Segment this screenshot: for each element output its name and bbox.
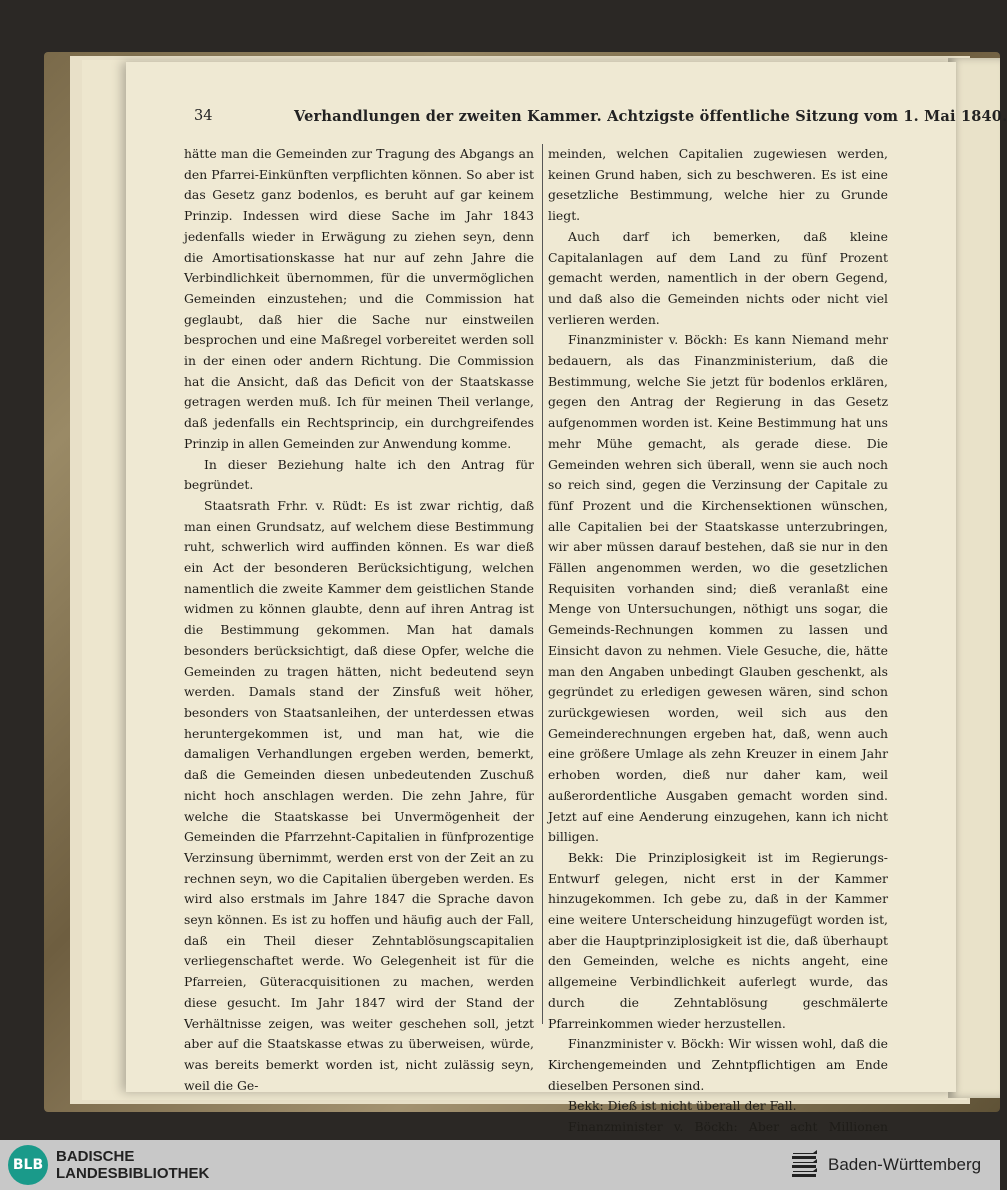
paragraph: hätte man die Gemeinden zur Tragung des Abgangs an den Pfarrei-Einkünften verpflichten können. So aber ist das Gesetz ganz bodenlos, es beruht auf gar keinem Prinzip. Indessen wird diese Sache im Jahr 1843 jedenfalls wieder in Erwägung zu ziehen seyn, denn die Amortisationskasse hat nur auf zehn Jahre die Verbindlichkeit übernommen, für die unvermöglichen Gemeinden einzustehen; und die Commission hat geglaubt, daß hier die Sache nur einstweilen besprochen und eine Maßregel vorbereitet werden soll in der einen oder andern Richtung. Die Commission hat die Ansicht, daß das Deficit von der Staatskasse getragen werden muß. Ich für meinen Theil verlange, daß jedenfalls ein Rechtsprincip, ein durchgreifendes Prinzip in allen Gemeinden zur Anwendung komme. [184, 146, 534, 451]
blb-logo-text: BLB [12, 1157, 44, 1173]
paragraph: Bekk: Dieß ist nicht überall der Fall. [568, 1098, 797, 1114]
library-name-line1: BADISCHE [56, 1148, 135, 1165]
paragraph: meinden, welchen Capitalien zugewiesen werden, keinen Grund haben, sich zu beschweren. Es ist eine gesetzliche Bestimmung, welche hier zu Grunde liegt. [548, 146, 888, 224]
blb-logo-icon[interactable] [8, 1145, 48, 1185]
paragraph: Finanzminister v. Böckh: Wir wissen wohl, daß die Kirchengemeinden und Zehntpflichtigen am Ende dieselben Personen sind. [548, 1036, 888, 1093]
library-name[interactable] [56, 1148, 209, 1182]
paragraph: Finanzminister v. Böckh: Aber acht Millionen [568, 1119, 888, 1135]
paragraph: Staatsrath Frhr. v. Rüdt: Es ist zwar richtig, daß man einen Grundsatz, auf welchem diese Bestimmung ruht, schwerlich wird auffinden können. Es war dieß ein Act der besonderen Berücksichtigung, welchen namentlich die zweite Kammer dem geistlichen Stande widmen zu können glaubte, denn auf ihren Antrag ist die Bestimmung gekommen. Man hat damals besonders berücksichtigt, daß diese Opfer, welche die Gemeinden zu tragen hätten, nicht bedeutend seyn werden. Damals stand der Zinsfuß weit höher, besonders von Staatsanleihen, der unterdessen etwas heruntergekommen ist, und man hat, wie die damaligen Verhandlungen ergeben werden, bemerkt, daß die Gemeinden diesen unbedeutenden Zuschuß nicht hoch anschlagen werden. Die zehn Jahre, für welche die Staatskasse bei Unvermögenheit der Gemeinden die Pfarrzehnt-Capitalien in fünfprozentige Verzinsung übernimmt, werden erst von der Zeit an zu rechnen seyn, wo die Capitalien übergeben werden. Es wird also erstmals im Jahre 1847 die Sprache davon seyn können. Es ist zu hoffen und häufig auch der Fall, daß ein Theil dieser Zehntablösungscapitalien verliegenschaftet werde. Wo Gelegenheit ist für die Pfarreien, Güteracquisitionen zu machen, werden diese gesucht. Im Jahr 1847 wird der Stand der Verhältnisse zeigen, was weiter geschehen soll, jetzt aber auf die Staatskasse etwas zu überweisen, würde, was bereits bemerkt worden ist, nicht zulässig seyn, weil die Ge- [184, 497, 534, 1093]
paragraph: In dieser Beziehung halte ich den Antrag für begründet. [184, 456, 534, 493]
right-column [548, 144, 888, 1179]
paragraph: Bekk: Die Prinziplosigkeit ist im Regierungs-Entwurf gelegen, nicht erst in der Kammer hinzugekommen. Ich gebe zu, daß in der Kammer eine weitere Unterscheidung hinzugefügt worden ist, aber die Hauptprinziplosigkeit ist die, daß überhaupt den Gemeinden, welche es nichts angeht, eine allgemeine Verbindlichkeit auferlegt wurde, das durch die Zehntablösung geschmälerte Pfarreinkommen wieder herzustellen. [548, 849, 888, 1031]
state-name[interactable]: Baden-Württemberg [828, 1155, 982, 1174]
library-name-line2: LANDESBIBLIOTHEK [56, 1165, 210, 1182]
column-divider [542, 144, 543, 1024]
footer-bar [0, 1140, 1000, 1190]
left-column [184, 144, 534, 1096]
paragraph: Auch darf ich bemerken, daß kleine Capitalanlagen auf dem Land zu fünf Prozent gemacht werden, namentlich in der obern Gegend, und daß also die Gemeinden nichts oder nicht viel verlieren werden. [548, 228, 888, 327]
page-number: 34 [194, 108, 213, 124]
lions-coat-of-arms-icon[interactable] [790, 1148, 820, 1182]
book-page [126, 62, 1007, 1135]
page-title: Verhandlungen der zweiten Kammer. Achtzigste öffentliche Sitzung vom 1. Mai 1840. [294, 108, 1007, 125]
paragraph: Finanzminister v. Böckh: Es kann Niemand mehr bedauern, als das Finanzministerium, daß die Bestimmung, welche Sie jetzt für bodenlos erklären, gegen den Antrag der Regierung in das Gesetz aufgenommen worden ist. Keine Bestimmung hat uns mehr Mühe gemacht, als gerade diese. Die Gemeinden wehren sich überall, wenn sie auch noch so reich sind, gegen die Verzinsung der Capitale zu fünf Prozent und die Kirchensektionen wünschen, alle Capitalien bei der Staatskasse unterzubringen, wir aber müssen darauf bestehen, daß sie nur in den Fällen angenommen werden, wo die gesetzlichen Requisiten vorhanden sind; dieß veranlaßt eine Menge von Untersuchungen, nöthigt uns sogar, die Gemeinds-Rechnungen kommen zu lassen und Einsicht davon zu nehmen. Viele Gesuche, die, hätte man den Angaben unbedingt Glauben geschenkt, als gegründet zu erledigen gewesen wären, sind schon zurückgewiesen worden, weil sich aus den Gemeinderechnungen ergeben hat, daß, wenn auch eine größere Umlage als zehn Kreuzer in einem Jahr erhoben worden, dieß nur daher kam, weil außerordentliche Ausgaben gemacht worden sind. Jetzt auf eine Aenderung einzugehen, kann ich nicht billigen. [548, 332, 888, 845]
